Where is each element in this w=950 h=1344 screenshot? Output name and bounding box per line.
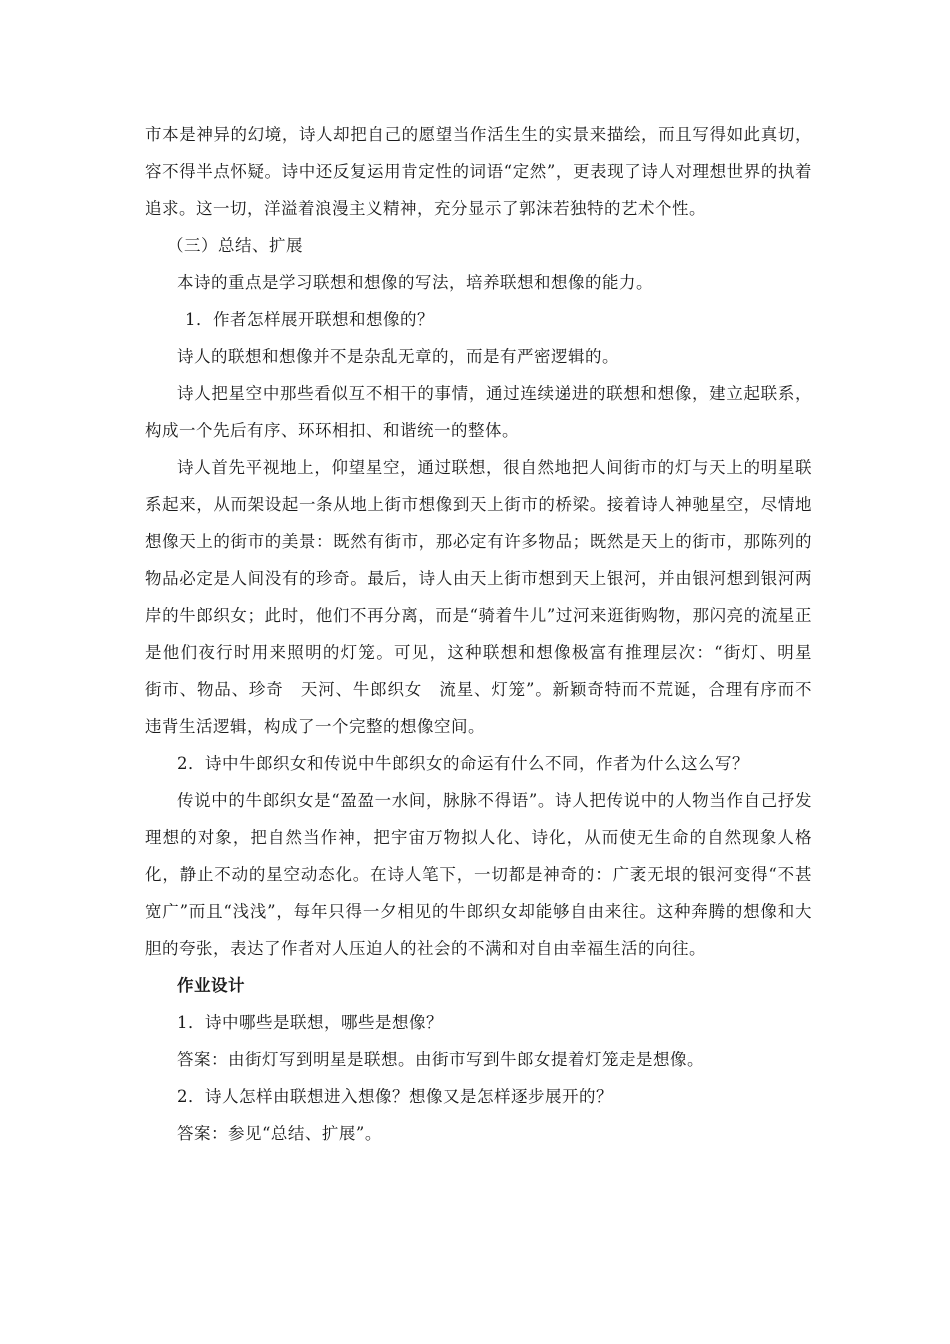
paragraph-continuation: 市本是神异的幻境，诗人却把自己的愿望当作活生生的实景来描绘，而且写得如此真切，容不得半点怀疑。诗中还反复运用肯定性的词语“定然”，更表现了诗人对理想世界的执着追求。这一切，洋溢着浪漫主义精神，充分显示了郭沫若独特的艺术个性。 (145, 125, 812, 218)
section-heading-homework: 作业设计 (177, 976, 245, 995)
paragraph-logic: 诗人的联想和想像并不是杂乱无章的，而是有严密逻辑的。 (177, 347, 619, 366)
paragraph-connection: 诗人把星空中那些看似互不相干的事情，通过连续递进的联想和想像，建立起联系，构成一个先后有序、环环相扣、和谐统一的整体。 (145, 384, 812, 440)
homework-answer-1: 答案：由街灯写到明星是联想。由街市写到牛郎女提着灯笼走是想像。 (177, 1050, 704, 1069)
paragraph-focus: 本诗的重点是学习联想和想像的写法，培养联想和想像的能力。 (177, 273, 653, 292)
section-heading-summary: （三）总结、扩展 (167, 236, 303, 255)
question-1: 1．作者怎样展开联想和想像的？ (185, 310, 434, 329)
homework-question-1: 1．诗中哪些是联想，哪些是想像？ (177, 1013, 443, 1032)
paragraph-legend: 传说中的牛郎织女是“盈盈一水间，脉脉不得语”。诗人把传说中的人物当作自己抒发理想的对象，把自然当作神，把宇宙万物拟人化、诗化，从而使无生命的自然现象人格化，静止不动的星空动态化。在诗人笔下，一切都是神奇的：广袤无垠的银河变得“不甚宽广”而且“浅浅”，每年只得一夕相见的牛郎织女却能够自由来往。这种奔腾的想像和大胆的夸张，表达了作者对人压迫人的社会的不满和对自由幸福生活的向往。 (145, 791, 812, 958)
homework-answer-2: 答案：参见“总结、扩展”。 (177, 1124, 382, 1143)
paragraph-imagination: 诗人首先平视地上，仰望星空，通过联想，很自然地把人间街市的灯与天上的明星联系起来，从而架设起一条从地上街市想像到天上街市的桥梁。接着诗人神驰星空，尽情地想像天上的街市的美景：既然有街市，那必定有许多物品；既然是天上的街市，那陈列的物品必定是人间没有的珍奇。最后，诗人由天上街市想到天上银河，并由银河想到银河两岸的牛郎织女；此时，他们不再分离，而是“骑着牛儿”过河来逛街购物，那闪亮的流星正是他们夜行时用来照明的灯笼。可见，这种联想和想像极富有推理层次：“街灯、明星 街市、物品、珍奇 天河、牛郎织女 流星、灯笼”。新颖奇特而不荒诞，合理有序而不违背生活逻辑，构成了一个完整的想像空间。 (145, 458, 829, 736)
homework-question-2: 2．诗人怎样由联想进入想像？想像又是怎样逐步展开的？ (177, 1087, 613, 1106)
question-2: 2．诗中牛郎织女和传说中牛郎织女的命运有什么不同，作者为什么这么写？ (177, 754, 749, 773)
